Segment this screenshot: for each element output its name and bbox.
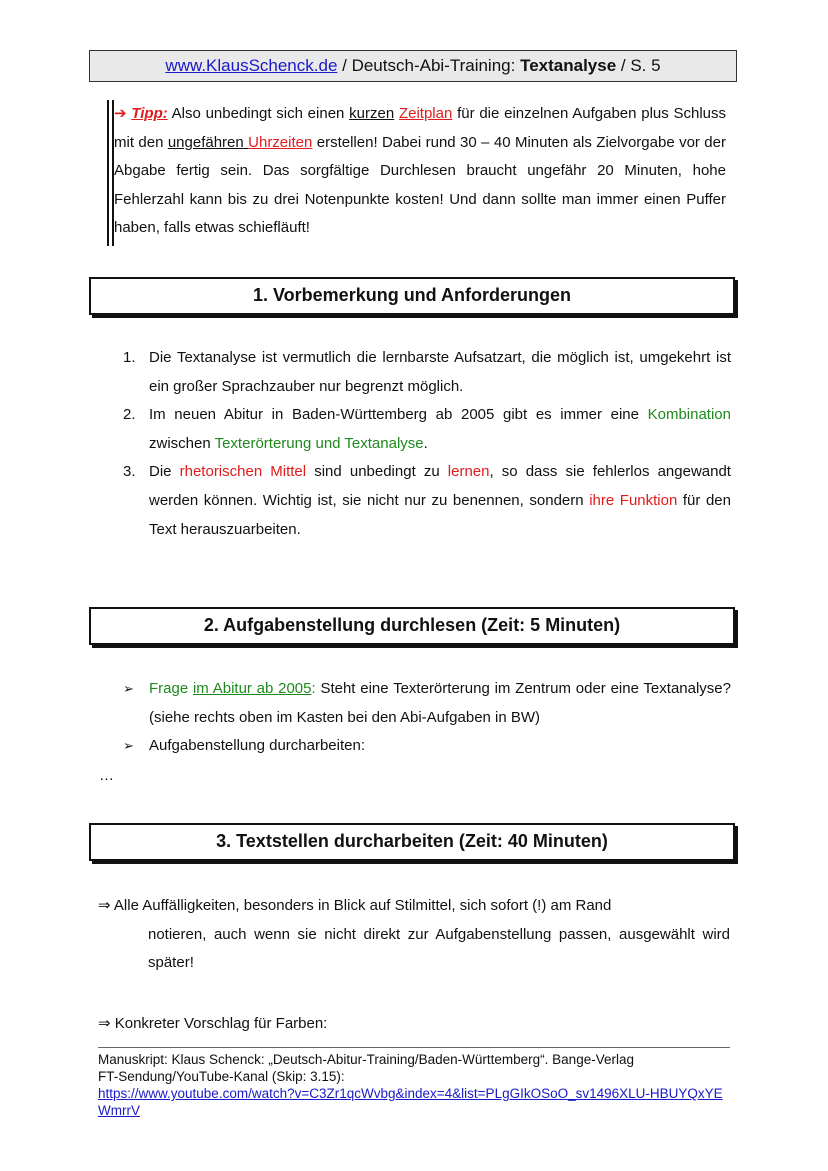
item-text: Aufgabenstellung durcharbeiten: bbox=[149, 737, 365, 755]
paragraph-2 bbox=[98, 1010, 730, 1039]
item-highlight: im Abitur ab 2005 bbox=[192, 680, 312, 697]
item-number: 1. bbox=[123, 349, 136, 366]
section-heading-3: 3. Textstellen durcharbeiten (Zeit: 40 Minuten) bbox=[89, 823, 735, 861]
tip-underline: ungefähren bbox=[167, 133, 244, 151]
item-number: 2. bbox=[123, 406, 136, 424]
double-arrow-icon: ⇒ bbox=[98, 1015, 111, 1032]
item-text: zwischen bbox=[149, 434, 215, 452]
footer-line-2: FT-Sendung/YouTube-Kanal (Skip: 3.15): bbox=[98, 1069, 345, 1084]
footer-line-1: Manuskript: Klaus Schenck: „Deutsch-Abitur-Training/Baden-Württemberg“. Bange-Verlag bbox=[98, 1052, 634, 1067]
header-topic: Textanalyse bbox=[520, 56, 617, 75]
youtube-link[interactable]: https://www.youtube.com/watch?v=C3Zr1qcWvbg&index=4&list=PLgGIkOSoO_sv1496XLU-HBUYQxYEWmrrV bbox=[98, 1086, 723, 1118]
tip-highlight: Uhrzeiten bbox=[248, 133, 313, 151]
header-middle: / Deutsch-Abi-Training: bbox=[337, 56, 521, 75]
item-text: Im neuen Abitur in Baden-Württemberg ab 2005 gibt es immer eine bbox=[149, 406, 648, 424]
site-link[interactable]: www.KlausSchenck.de bbox=[165, 56, 338, 75]
paragraph-text: notieren, auch wenn sie nicht direkt zur Aufgabenstellung passen, ausgewählt wird später! bbox=[148, 925, 730, 972]
item-text: Steht eine Texterörterung im Zentrum oder eine Textanalyse? (siehe rechts oben im Kasten bei den Abi-Aufgaben in BW) bbox=[149, 680, 731, 726]
page-header bbox=[89, 50, 737, 82]
item-text: Die bbox=[149, 463, 180, 481]
paragraph-1 bbox=[98, 892, 730, 978]
item-highlight: Frage bbox=[149, 680, 193, 697]
item-text: , so dass sie fehlerlos angewandt werden können. Wichtig ist, sie nicht nur zu benennen, sondern bbox=[149, 463, 731, 509]
list-item bbox=[123, 458, 731, 544]
item-text: Die Textanalyse ist vermutlich die lernbarste Aufsatzart, die möglich ist, umgekehrt ist ein großer Sprachzauber nur begrenzt möglich. bbox=[149, 349, 731, 395]
ellipsis: … bbox=[99, 767, 114, 784]
item-highlight: lernen bbox=[447, 463, 490, 481]
tip-box bbox=[107, 100, 748, 246]
item-highlight: ihre Funktion bbox=[589, 491, 678, 509]
tip-text bbox=[114, 100, 726, 243]
tip-highlight: Zeitplan bbox=[398, 105, 453, 122]
item-text: für den Text herauszuarbeiten. bbox=[149, 491, 731, 538]
item-highlight: rhetorischen Mittel bbox=[179, 463, 307, 481]
list-item bbox=[123, 344, 731, 401]
arrow-icon: ➔ bbox=[114, 105, 127, 122]
item-text: . bbox=[423, 434, 428, 452]
item-number: 3. bbox=[123, 463, 136, 481]
item-highlight: Texterörterung und Textanalyse bbox=[214, 434, 424, 452]
footer bbox=[98, 1051, 730, 1119]
tip-segment: für die einzelnen Aufgaben plus Schluss mit den bbox=[114, 105, 727, 151]
section-heading-1: 1. Vorbemerkung und Anforderungen bbox=[89, 277, 735, 315]
tip-label: Tipp: bbox=[131, 105, 168, 122]
list-item bbox=[123, 675, 731, 732]
paragraph-text: Alle Auffälligkeiten, besonders in Blick auf Stilmittel, sich sofort (!) am Rand bbox=[110, 897, 612, 914]
task-list bbox=[123, 675, 731, 761]
tip-segment: Also unbedingt sich einen bbox=[167, 105, 350, 122]
header-page: / S. 5 bbox=[616, 56, 661, 75]
list-item bbox=[123, 732, 731, 761]
paragraph-text: Konkreter Vorschlag für Farben: bbox=[110, 1015, 328, 1032]
item-highlight: : bbox=[311, 680, 316, 697]
bullet-arrow-icon: ➢ bbox=[123, 681, 134, 696]
bullet-arrow-icon: ➢ bbox=[123, 738, 134, 754]
double-arrow-icon: ⇒ bbox=[98, 897, 111, 914]
section-heading-2: 2. Aufgabenstellung durchlesen (Zeit: 5 Minuten) bbox=[89, 607, 735, 645]
item-text: sind unbedingt zu bbox=[306, 463, 448, 481]
footer-divider bbox=[98, 1047, 730, 1048]
requirements-list bbox=[123, 344, 731, 544]
list-item bbox=[123, 401, 731, 458]
tip-segment: erstellen! Dabei rund 30 – 40 Minuten als Zielvorgabe vor der Abgabe fertig sein. Das sorgfältige Durchlesen braucht ungefähr 20 Minuten, hohe Fehlerzahl kann bis zu drei Notenpunkte kosten! Und dann sollte man immer einen Puffer haben, falls etwas schiefläuft! bbox=[114, 133, 726, 237]
item-highlight: Kombination bbox=[647, 406, 731, 424]
tip-underline: kurzen bbox=[349, 105, 395, 122]
